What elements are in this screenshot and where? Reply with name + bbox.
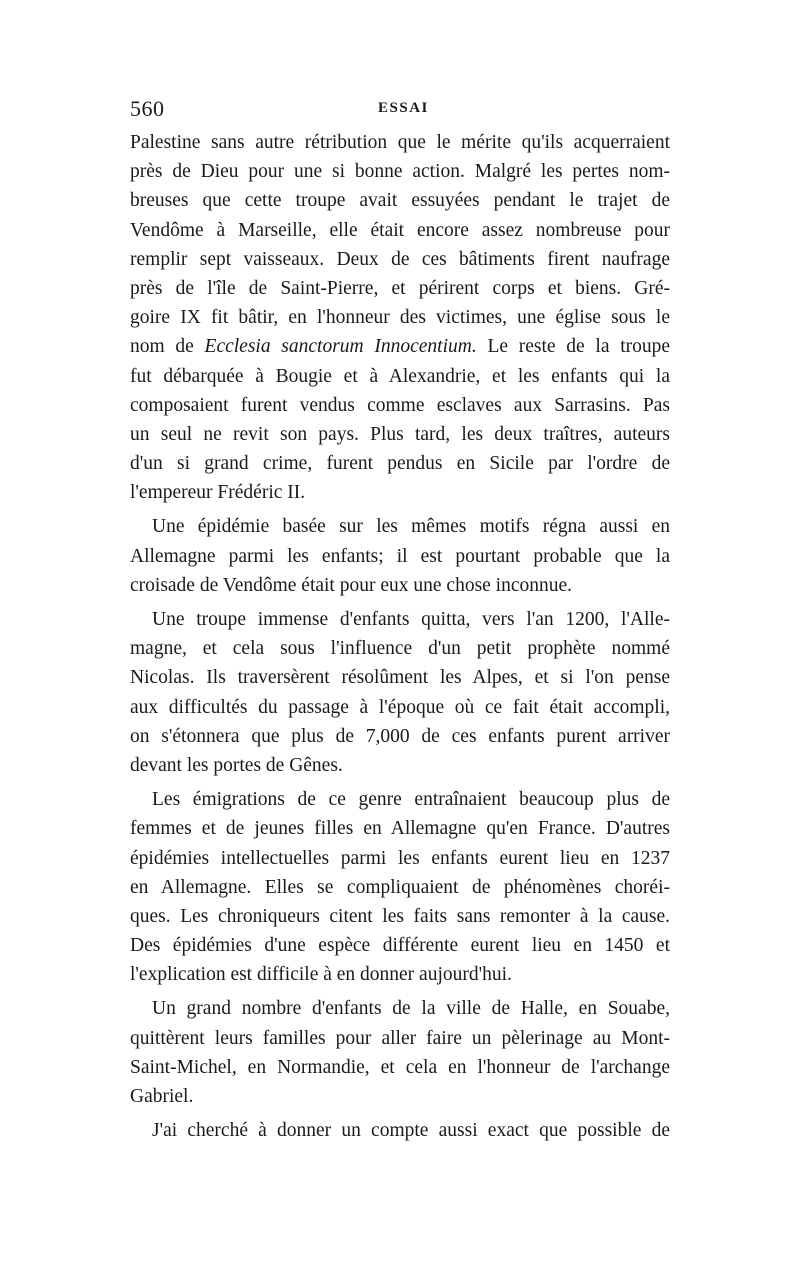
text-line: Un grand nombre d'enfants de la ville de Halle, en Souabe, (152, 998, 670, 1020)
text-line: quittèrent leurs familles pour aller faire un pèlerinage au Mont- (130, 1027, 670, 1049)
text-line: aux difficultés du passage à l'époque où ce fait était accompli, (130, 696, 670, 718)
text-line: Allemagne parmi les enfants; il est pourtant probable que la (130, 545, 670, 567)
text-line: épidémies intellectuelles parmi les enfants eurent lieu en 1237 (130, 847, 670, 869)
text-line: remplir sept vaisseaux. Deux de ces bâtiments firent naufrage (130, 248, 670, 270)
text-line: près de l'île de Saint-Pierre, et périrent corps et biens. Gré- (130, 277, 670, 299)
running-title: ESSAI (378, 100, 429, 116)
text-line: magne, et cela sous l'influence d'un petit prophète nommé (130, 638, 670, 660)
text-line: Une troupe immense d'enfants quitta, vers l'an 1200, l'Alle- (152, 609, 670, 630)
text-line: composaient furent vendus comme esclaves aux Sarrasins. Pas (130, 394, 670, 416)
text-line: Nicolas. Ils traversèrent résolûment les Alpes, et si l'on pense (130, 667, 670, 689)
body-text (130, 128, 670, 1145)
text-line: d'un si grand crime, furent pendus en Sicile par l'ordre de (130, 453, 670, 475)
text-line: l'empereur Frédéric II. (130, 482, 306, 504)
text-line (130, 332, 670, 361)
paragraph (130, 605, 670, 780)
paragraph (130, 994, 670, 1111)
text-line: on s'étonnera que plus de 7,000 de ces enfants purent arriver (130, 725, 670, 747)
latin-title: Ecclesia sanctorum Innocentium. (204, 336, 477, 358)
page-header (130, 96, 670, 126)
paragraph (130, 785, 670, 989)
text-line: Une épidémie basée sur les mêmes motifs régna aussi en (152, 516, 670, 538)
text-line: femmes et de jeunes filles en Allemagne qu'en France. D'autres (130, 818, 670, 840)
text-line: l'explication est difficile à en donner aujourd'hui. (130, 964, 512, 986)
text-line: Palestine sans autre rétribution que le mérite qu'ils acquerraient (130, 132, 670, 153)
text-line: goire IX fit bâtir, en l'honneur des victimes, une église sous le (130, 307, 670, 329)
page-number: 560 (130, 96, 165, 121)
text-line: breuses que cette troupe avait essuyées pendant le trajet de (130, 190, 670, 212)
text-segment: nom de (130, 336, 205, 358)
text-segment: Le reste de la troupe (476, 336, 671, 358)
text-line: ques. Les chroniqueurs citent les faits sans remonter à la cause. (130, 905, 670, 927)
text-line: Les émigrations de ce genre entraînaient beaucoup plus de (152, 789, 670, 811)
text-line: près de Dieu pour une si bonne action. Malgré les pertes nom- (130, 161, 670, 183)
text-line: Saint-Michel, en Normandie, et cela en l'honneur de l'archange (130, 1056, 670, 1078)
text-line: J'ai cherché à donner un compte aussi exact que possible de (152, 1120, 670, 1142)
paragraph (130, 128, 670, 507)
paragraph (130, 512, 670, 600)
paragraph (130, 1116, 670, 1145)
text-line: devant les portes de Gênes. (130, 754, 343, 776)
text-line: un seul ne revit son pays. Plus tard, les deux traîtres, auteurs (130, 423, 670, 445)
text-line: Des épidémies d'une espèce différente eurent lieu en 1450 et (130, 935, 670, 957)
text-line: croisade de Vendôme était pour eux une chose inconnue. (130, 574, 573, 596)
text-line: Vendôme à Marseille, elle était encore assez nombreuse pour (130, 219, 670, 241)
text-line: Gabriel. (130, 1086, 194, 1107)
text-line: en Allemagne. Elles se compliquaient de phénomènes choréi- (130, 876, 670, 898)
text-line: fut débarquée à Bougie et à Alexandrie, et les enfants qui la (130, 365, 670, 387)
